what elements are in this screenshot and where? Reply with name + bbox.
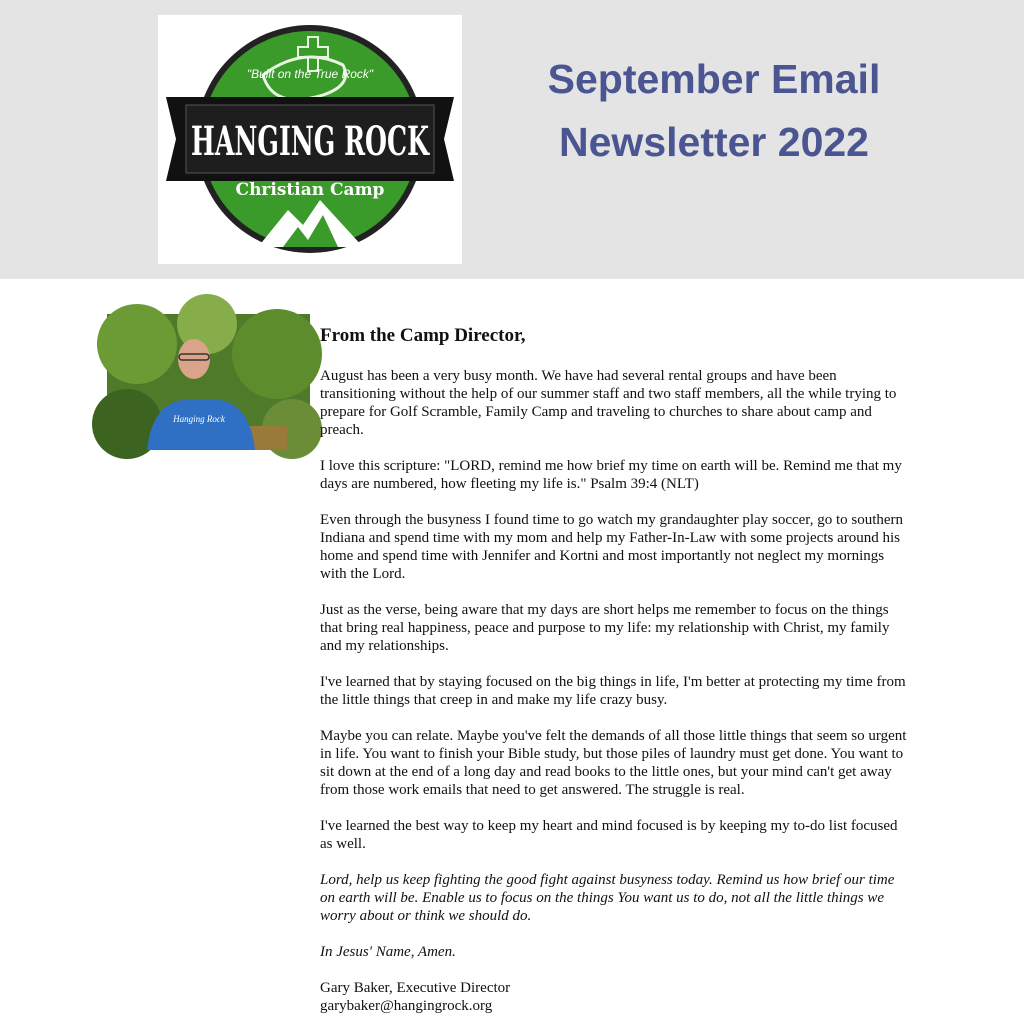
svg-text:Christian Camp: Christian Camp <box>235 180 385 200</box>
director-photo <box>107 314 310 450</box>
svg-text:Hanging Rock: Hanging Rock <box>173 414 225 424</box>
letter-paragraph: I love this scripture: "LORD, remind me how brief my time on earth will be. Remind me that my days are numbered, how fleeting my life is." Psalm 39:4 (NLT) <box>320 458 902 492</box>
svg-text:HANGING ROCK: HANGING ROCK <box>191 118 430 165</box>
signature-email[interactable]: garybaker@hangingrock.org <box>320 998 493 1014</box>
title-line-1: September Email <box>547 56 881 102</box>
prayer-paragraph: Lord, help us keep fighting the good fight against busyness today. Remind us how brief our time on earth will be. Enable us to focus on the things You want us to do, not all the little things we worry about or think we should do. <box>320 872 895 924</box>
title-line-2: Newsletter 2022 <box>559 119 869 165</box>
director-letter <box>320 323 910 1015</box>
newsletter-title <box>500 48 928 174</box>
letter-paragraph: Just as the verse, being aware that my days are short helps me remember to focus on the things that bring real happiness, peace and purpose to my life: my relationship with Christ, my family and my relationships. <box>320 602 890 654</box>
newsletter-header <box>0 0 1024 279</box>
letter-heading: From the Camp Director, <box>320 325 526 346</box>
letter-paragraph: I've learned the best way to keep my heart and mind focused is by keeping my to-do list focused as well. <box>320 818 898 852</box>
camp-logo <box>158 15 462 264</box>
svg-text:"Built on the True Rock": "Built on the True Rock" <box>246 67 374 81</box>
letter-paragraph: Even through the busyness I found time to go watch my grandaughter play soccer, go to southern Indiana and spend time with my mom and help my Father-In-Law with some projects around his home and spend time with Jennifer and Kortni and most importantly not neglect my mornings with the Lord. <box>320 512 904 582</box>
signature-name: Gary Baker, Executive Director <box>320 980 511 996</box>
letter-paragraph: I've learned that by staying focused on the big things in life, I'm better at protecting my time from the little things that creep in and make my life crazy busy. <box>320 674 906 708</box>
letter-paragraph: August has been a very busy month. We have had several rental groups and have been transitioning without the help of our summer staff and two staff members, all the while trying to prepare for Golf Scramble, Family Camp and traveling to churches to share about camp and preach. <box>320 368 897 438</box>
letter-paragraph: Maybe you can relate. Maybe you've felt the demands of all those little things that seem so urgent in life. You want to finish your Bible study, but those piles of laundry must get done. You want to sit down at the end of a long day and read books to the little ones, but your mind can't get away from those work emails that need to get answered. The struggle is real. <box>320 728 907 798</box>
amen-line: In Jesus' Name, Amen. <box>320 944 456 960</box>
